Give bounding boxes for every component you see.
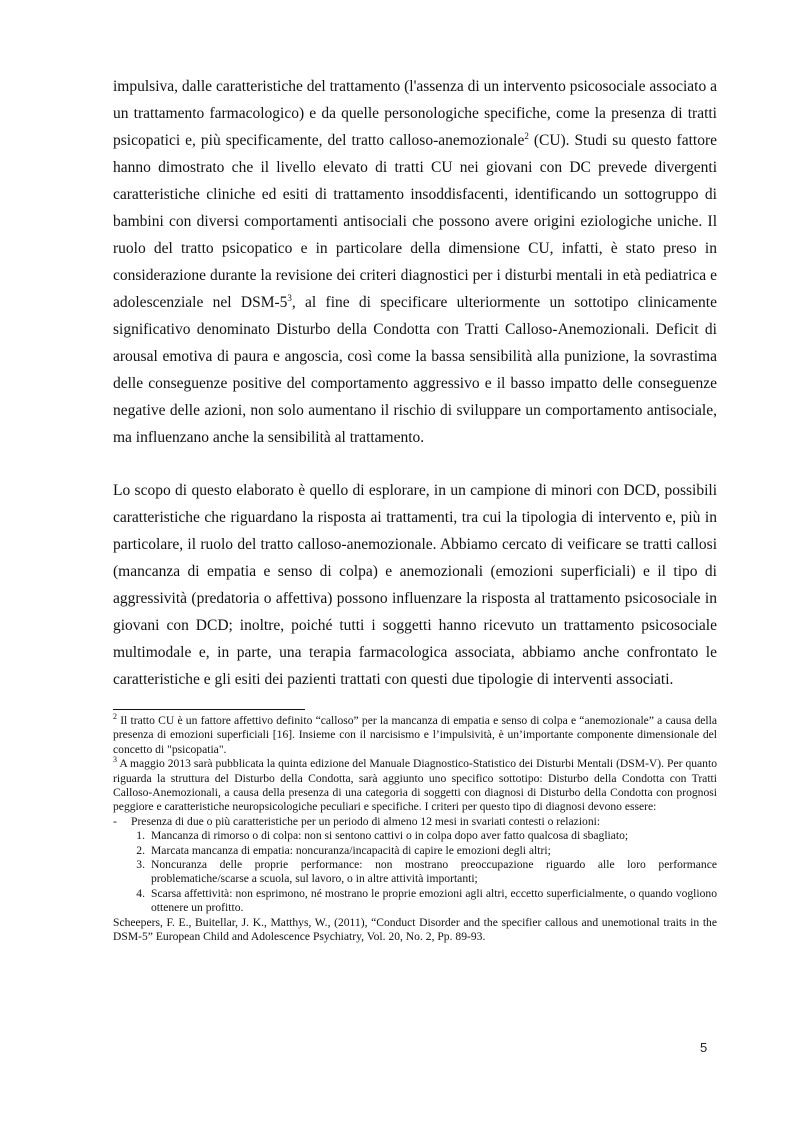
footnote-3-text: A maggio 2013 sarà pubblicata la quinta edizione del Manuale Diagnostico-Statistico dei Disturbi Mentali (DSM-V). Per quanto riguarda la struttura del Disturbo della Condotta, sarà aggiunto uno specifico sottotipo: Disturbo della Condotta con Tratti Calloso-Anemozionali, a causa della presenza di una categoria di soggetti con diagnosi di Disturbo della Condotta con prognosi peggiore e caratteristiche neuropsicologiche peculiari e specifiche. I criteri per questo tipo di diagnosi devono essere: bbox=[113, 757, 717, 814]
footnote-3 bbox=[113, 757, 717, 815]
criteria-text: Marcata mancanza di empatia: noncuranza/incapacità di capire le emozioni degli altri; bbox=[151, 843, 551, 857]
footnotes bbox=[113, 714, 717, 945]
criteria-intro-text: Presenza di due o più caratteristiche per un periodo di almeno 12 mesi in svariati contesti o relazioni: bbox=[131, 814, 601, 828]
criteria-number: 4. bbox=[136, 886, 145, 900]
footnote-2 bbox=[113, 714, 717, 757]
criteria-number: 3. bbox=[136, 858, 145, 872]
footnote-ref-2[interactable]: 2 bbox=[524, 130, 529, 141]
reference-citation: Scheepers, F. E., Buitellar, J. K., Matthys, W., (2011), “Conduct Disorder and the specifier callous and unemotional traits in the DSM-5” European Child and Adolescence Psychiatry, Vol. 20, No. 2, Pp. 89-93. bbox=[113, 915, 717, 944]
list-item bbox=[113, 844, 717, 858]
footnote-ref-3[interactable]: 3 bbox=[287, 292, 292, 303]
criteria-list bbox=[113, 829, 717, 915]
dash-bullet: - bbox=[113, 814, 117, 828]
document-page bbox=[113, 73, 717, 945]
footnote-2-text: Il tratto CU è un fattore affettivo definito “calloso” per la mancanza di empatia e senso di colpa e “anemozionale” a causa della presenza di emozioni superficiali [16]. Insieme con il narcisismo e l’impulsività, è un’importante componente dimensionale del concetto di "psicopatia". bbox=[113, 714, 717, 756]
body-paragraph-1 bbox=[113, 73, 717, 451]
page-number: 5 bbox=[700, 1040, 708, 1055]
criteria-text: Noncuranza delle proprie performance: non mostrano preoccupazione riguardo alle loro performance problematiche/scarse a scuola, sul lavoro, o in altre attività importanti; bbox=[151, 858, 717, 886]
criteria-text: Scarsa affettività: non esprimono, né mostrano le proprie emozioni agli altri, eccetto superficialmente, o quando vogliono ottenere un profitto. bbox=[151, 886, 717, 915]
list-item bbox=[113, 887, 717, 916]
paragraph-1-text-b: (CU). Studi su questo fattore hanno dimostrato che il livello elevato di tratti CU nei giovani con DC prevede divergenti caratteristiche cliniche ed esiti di trattamento insoddisfacenti, identificando un sottogruppo di bambini con diversi comportamenti antisociali che possono avere origini eziologiche uniche. Il ruolo del tratto psicopatico e in particolare della dimensione CU, infatti, è stato preso in considerazione durante la revisione dei criteri diagnostici per i disturbi mentali in età pediatrica e adolescenziale nel DSM-5 bbox=[113, 132, 717, 311]
criteria-intro bbox=[113, 815, 717, 829]
list-item bbox=[113, 858, 717, 887]
paragraph-1-text-c: , al fine di specificare ulteriormente un sottotipo clinicamente significativo denominato Disturbo della Condotta con Tratti Calloso-Anemozionali. Deficit di arousal emotiva di paura e angoscia, così come la bassa sensibilità alla punizione, la sovrastima delle conseguenze positive del comportamento aggressivo e il basso impatto delle conseguenze negative delle azioni, non solo aumentano il rischio di sviluppare un comportamento antisociale, ma influenzano anche la sensibilità al trattamento. bbox=[113, 294, 717, 446]
criteria-number: 1. bbox=[136, 829, 145, 843]
paragraph-1-text-a: impulsiva, dalle caratteristiche del trattamento (l'assenza di un intervento psicosociale associato a un trattamento farmacologico) e da quelle personologiche specifiche, come la presenza di tratti psicopatici e, più specificamente, del tratto calloso-anemozionale bbox=[113, 78, 717, 149]
footnote-2-marker: 2 bbox=[113, 712, 117, 722]
footnote-3-marker: 3 bbox=[113, 755, 117, 765]
criteria-number: 2. bbox=[136, 843, 145, 857]
criteria-text: Mancanza di rimorso o di colpa: non si sentono cattivi o in colpa dopo aver fatto qualcosa di sbagliato; bbox=[151, 829, 629, 843]
footnote-separator bbox=[113, 709, 305, 710]
list-item bbox=[113, 829, 717, 843]
body-paragraph-2: Lo scopo di questo elaborato è quello di esplorare, in un campione di minori con DCD, possibili caratteristiche che riguardano la risposta ai trattamenti, tra cui la tipologia di intervento e, più in particolare, il ruolo del tratto calloso-anemozionale. Abbiamo cercato di veificare se tratti callosi (mancanza di empatia e senso di colpa) e anemozionali (emozioni superficiali) e il tipo di aggressività (predatoria o affettiva) possono influenzare la risposta al trattamento psicosociale in giovani con DCD; inoltre, poiché tutti i soggetti hanno ricevuto un trattamento psicosociale multimodale e, in parte, una terapia farmacologica associata, abbiamo anche confrontato le caratteristiche e gli esiti dei pazienti trattati con questi due tipologie di interventi associati. bbox=[113, 482, 717, 688]
